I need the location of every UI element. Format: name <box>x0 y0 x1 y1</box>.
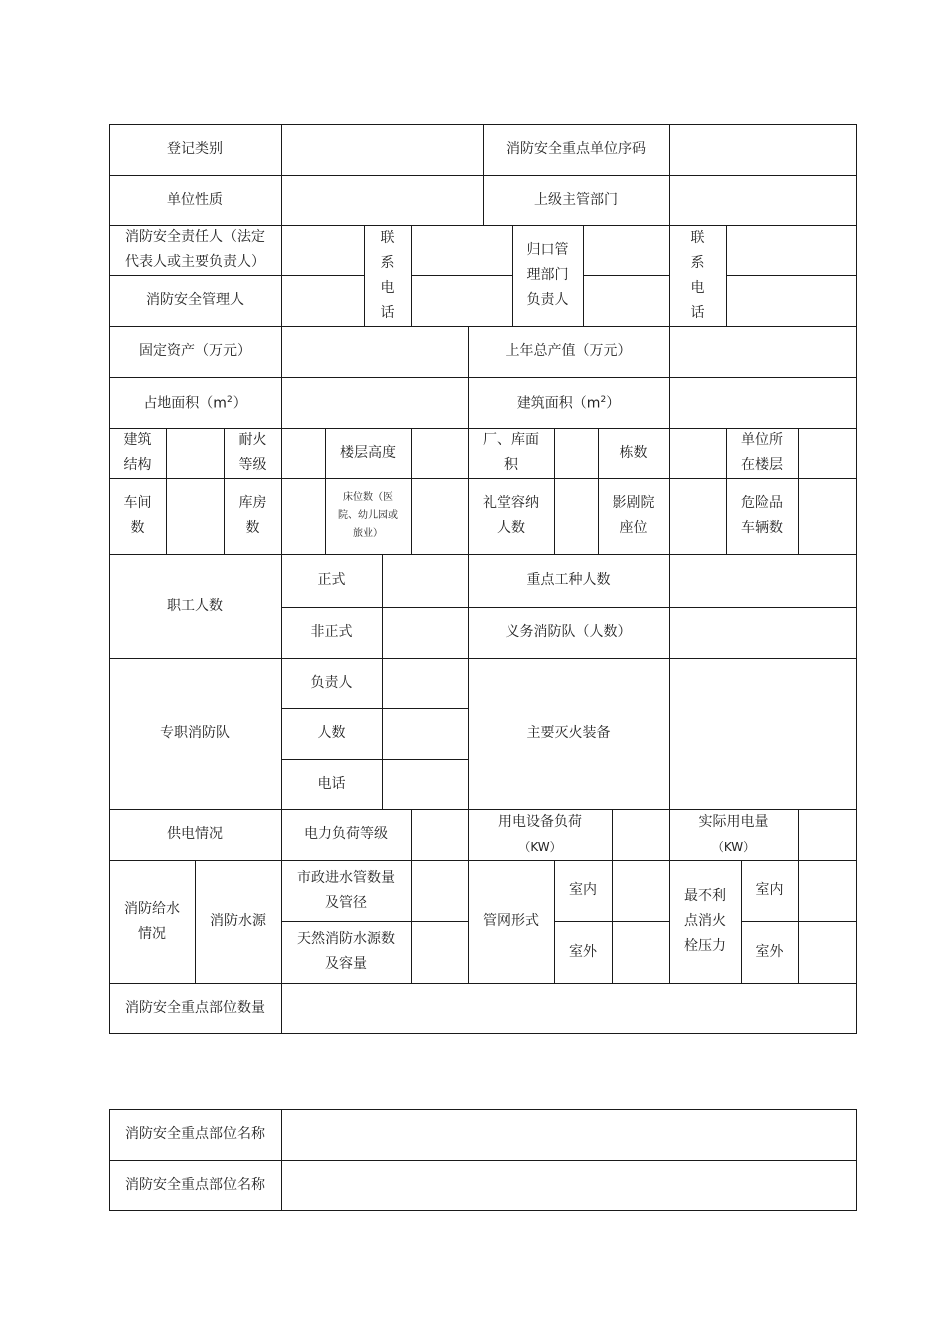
table-border-right <box>856 124 857 1034</box>
label-power-supply: 供电情况 <box>167 826 223 842</box>
field-building-count[interactable] <box>670 429 726 478</box>
field-key-parts-count[interactable] <box>282 984 856 1033</box>
field-land-area[interactable] <box>282 378 468 428</box>
table-border-right <box>856 1109 857 1211</box>
label-informal: 非正式 <box>310 624 353 640</box>
field-municipal-pipes[interactable] <box>412 861 468 921</box>
field-fire-rating[interactable] <box>282 429 325 478</box>
label-warehouse-count: 库房 数 <box>238 495 267 536</box>
field-safety-manager[interactable] <box>282 276 364 326</box>
field-key-workers[interactable] <box>670 555 856 607</box>
label-water-supply: 消防给水 情况 <box>124 900 180 942</box>
field-key-part-name[interactable] <box>282 1161 856 1210</box>
label-key-unit-serial: 消防安全重点单位序码 <box>506 141 646 157</box>
label-power-load-grade: 电力负荷等级 <box>304 826 388 842</box>
field-hall-capacity[interactable] <box>555 479 598 554</box>
field-responsible-person[interactable] <box>282 226 364 275</box>
field-power-load-grade[interactable] <box>412 810 468 860</box>
label-equipment-load: 用电设备负荷 （KW） <box>498 813 582 854</box>
field-informal-staff[interactable] <box>383 608 468 658</box>
label-water-source: 消防水源 <box>210 913 266 929</box>
field-actual-power[interactable] <box>799 810 856 860</box>
label-superior-department: 上级主管部门 <box>534 191 618 208</box>
label-registration-category: 登记类别 <box>167 141 223 157</box>
label-pipe-network: 管网形式 <box>483 913 539 929</box>
label-outdoor-2: 室外 <box>755 943 784 960</box>
label-natural-sources: 天然消防水源数 及容量 <box>297 931 395 972</box>
label-factory-area: 厂、库面 积 <box>483 432 539 473</box>
label-formal: 正式 <box>317 572 346 588</box>
label-headcount: 人数 <box>317 725 346 741</box>
field-dept-head[interactable] <box>584 226 669 275</box>
label-key-part-name: 消防安全重点部位名称 <box>125 1176 265 1193</box>
label-hall-capacity: 礼堂容纳 人数 <box>483 495 539 536</box>
field-volunteer-brigade[interactable] <box>670 608 856 658</box>
field-dept-head-phone[interactable] <box>727 226 856 275</box>
field-main-equipment[interactable] <box>670 659 856 809</box>
table-border-bottom <box>109 1033 857 1034</box>
label-workshop-count: 车间 数 <box>123 495 152 536</box>
field-bed-count[interactable] <box>412 479 468 554</box>
field-hazard-vehicles[interactable] <box>799 479 856 554</box>
label-fixed-assets: 固定资产（万元） <box>139 343 251 359</box>
field-brigade-leader[interactable] <box>383 659 468 708</box>
label-unit-nature: 单位性质 <box>167 191 223 208</box>
label-bed-count: 床位数（医 院、幼儿园或 旅业） <box>338 492 398 539</box>
label-floor-height: 楼层高度 <box>340 444 396 461</box>
field-pipe-indoor[interactable] <box>613 861 669 921</box>
label-indoor: 室内 <box>569 882 597 898</box>
label-volunteer-brigade: 义务消防队（人数） <box>505 624 632 640</box>
field-fixed-assets[interactable] <box>282 327 468 377</box>
label-actual-power: 实际用电量 （KW） <box>698 813 769 854</box>
label-main-equipment: 主要灭火装备 <box>526 725 611 741</box>
field-key-part-name[interactable] <box>282 1110 856 1160</box>
field-formal-staff[interactable] <box>383 555 468 607</box>
field-superior-department[interactable] <box>670 176 856 225</box>
label-professional-brigade: 专职消防队 <box>160 725 230 741</box>
label-building-area: 建筑面积$(m^2)$ <box>516 395 621 412</box>
label-municipal-pipes: 市政进水管数量 及管径 <box>297 869 395 911</box>
field-unit-floor[interactable] <box>799 429 856 478</box>
label-contact-phone-2: 联 系 电 话 <box>690 229 705 321</box>
table-border-bottom <box>109 1210 857 1211</box>
label-hydrant-pressure: 最不利 点消火 栓压力 <box>684 888 726 954</box>
label-cinema-seats: 影剧院 座位 <box>612 495 655 536</box>
label-land-area: 占地面积$(m^2)$ <box>143 395 247 412</box>
field-workshop-count[interactable] <box>167 479 224 554</box>
field-dept-head-phone-2[interactable] <box>727 276 856 326</box>
label-safety-manager: 消防安全管理人 <box>146 292 244 308</box>
label-key-part-name: 消防安全重点部位名称 <box>125 1126 265 1142</box>
label-responsible-person: 消防安全责任人（法定 代表人或主要负责人） <box>125 229 265 270</box>
field-pressure-outdoor[interactable] <box>799 922 856 983</box>
label-leader: 负责人 <box>310 674 353 691</box>
field-responsible-phone[interactable] <box>412 226 512 275</box>
field-warehouse-count[interactable] <box>282 479 325 554</box>
label-staff-count: 职工人数 <box>167 597 223 614</box>
field-building-structure[interactable] <box>167 429 224 478</box>
label-building-count: 栋数 <box>619 444 648 461</box>
label-phone: 电话 <box>317 775 346 792</box>
field-equipment-load[interactable] <box>613 810 669 860</box>
field-safety-manager-phone[interactable] <box>412 276 512 326</box>
field-natural-sources[interactable] <box>412 922 468 983</box>
field-brigade-phone[interactable] <box>383 760 468 809</box>
label-unit-floor: 单位所 在楼层 <box>741 432 783 473</box>
label-key-parts-count: 消防安全重点部位数量 <box>125 999 265 1016</box>
field-brigade-headcount[interactable] <box>383 709 468 759</box>
field-factory-area[interactable] <box>555 429 598 478</box>
field-floor-height[interactable] <box>412 429 468 478</box>
label-outdoor: 室外 <box>569 943 597 960</box>
label-building-structure: 建筑 结构 <box>123 432 152 473</box>
field-cinema-seats[interactable] <box>670 479 726 554</box>
field-registration-category[interactable] <box>282 125 483 175</box>
label-hazard-vehicles: 危险品 车辆数 <box>741 495 783 536</box>
label-indoor-2: 室内 <box>755 882 784 898</box>
label-key-workers: 重点工种人数 <box>526 572 611 588</box>
label-last-year-output: 上年总产值（万元） <box>505 343 632 359</box>
label-contact-phone: 联 系 电 话 <box>380 229 395 321</box>
field-pipe-outdoor[interactable] <box>613 922 669 983</box>
field-unit-nature[interactable] <box>282 176 483 225</box>
label-dept-head: 归口管 理部门 负责人 <box>526 242 569 308</box>
field-key-unit-serial[interactable] <box>670 125 856 175</box>
field-pressure-indoor[interactable] <box>799 861 856 921</box>
field-building-area[interactable] <box>670 378 856 428</box>
field-dept-head-2[interactable] <box>584 276 669 326</box>
label-fire-rating: 耐火 等级 <box>238 432 267 473</box>
field-last-year-output[interactable] <box>670 327 856 377</box>
